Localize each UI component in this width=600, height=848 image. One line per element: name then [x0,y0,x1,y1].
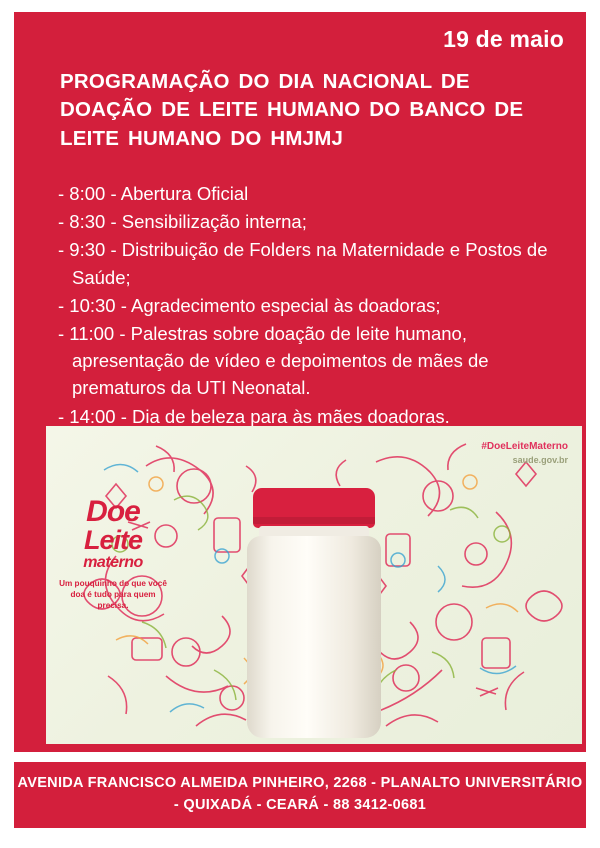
main-panel [14,12,586,752]
jar-label-line2: Leite [83,524,143,555]
jar-label-line3: materno [83,554,143,572]
list-item: - 14:00 - Dia de beleza para às mães doadoras. [58,405,450,427]
hashtag-text: #DoeLeiteMaterno [481,441,568,452]
jar-label [56,495,170,612]
campaign-image [46,426,582,744]
list-item: - 10:30 - Agradecimento especial às doadoras; [58,294,441,316]
page-title: PROGRAMAÇÃO DO DIA NACIONAL DE DOAÇÃO DE LEITE HUMANO DO BANCO DE LEITE HUMANO DO HMJMJ [60,70,524,150]
jar-body [247,536,381,738]
schedule-list [58,180,552,431]
event-date: 19 de maio [443,26,564,52]
list-item: - 8:00 - Abertura Oficial [58,183,249,204]
list-item: - 8:30 - Sensibilização interna; [58,211,307,233]
milk-jar-illustration [247,488,381,738]
list-item: - 11:00 - Palestras sobre doação de leite humano, apresentação de vídeo e depoimentos de mães de prematuros da UTI Neonatal. [58,322,494,399]
jar-lid [253,488,375,528]
jar-label-line1: Doe [86,495,140,528]
address-text: AVENIDA FRANCISCO ALMEIDA PINHEIRO, 2268 - PLANALTO UNIVERSITÁRIO - QUIXADÁ - CEARÁ - 88 3412-0681 [17,775,583,813]
site-text: saude.gov.br [512,454,568,465]
list-item: - 9:30 - Distribuição de Folders na Maternidade e Postos de Saúde; [58,239,553,288]
campaign-hashtag [481,440,568,466]
footer-panel [14,762,586,828]
jar-label-subtext: Um pouquinho do que você doa é tudo para quem precisa. [59,579,167,610]
